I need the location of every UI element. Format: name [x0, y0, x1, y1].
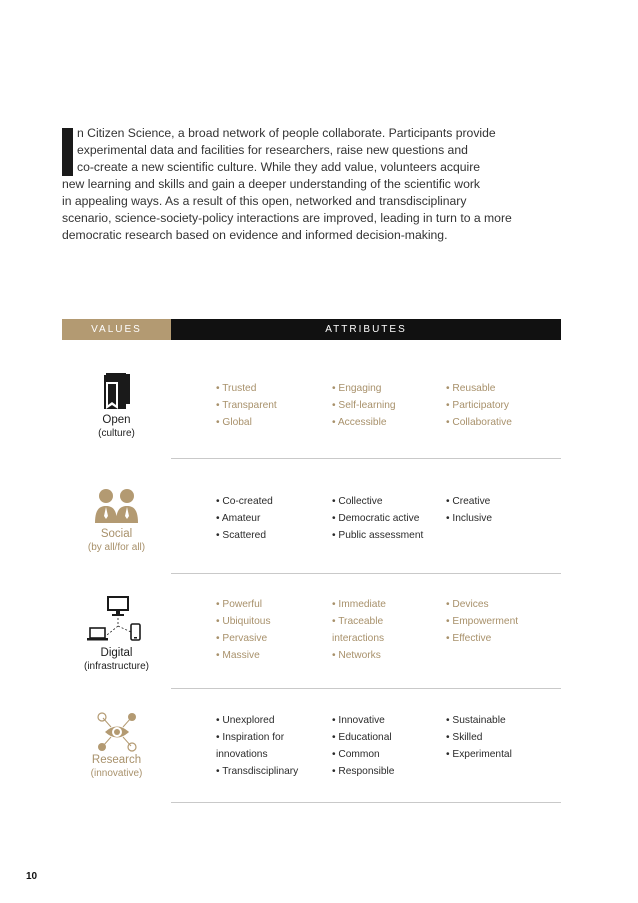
value-name: Digital [100, 647, 133, 659]
attribute-item: • Skilled [446, 732, 483, 743]
attribute-item: • Innovative [332, 715, 385, 726]
attribute-item: • Accessible [332, 417, 387, 428]
attribute-item: • Responsible [332, 766, 395, 777]
value-name: Open [102, 414, 131, 426]
attribute-item: • Educational [332, 732, 392, 743]
value-subtitle: (infrastructure) [83, 661, 149, 672]
value-subtitle: (by all/for all) [87, 542, 146, 553]
value-cell [62, 366, 171, 439]
attribute-item: • Pervasive [216, 633, 268, 644]
attribute-column [332, 712, 447, 780]
attribute-item: • Self-learning [332, 400, 396, 411]
intro-line: in appealing ways. As a result of this open, networked and transdisciplinary [62, 194, 467, 208]
attribute-item: • Ubiquitous [216, 616, 271, 627]
attribute-column [446, 596, 561, 647]
attribute-item: • Transdisciplinary [216, 766, 299, 777]
attribute-column [216, 712, 331, 780]
attribute-item: • Immediate [332, 599, 386, 610]
eye-network-icon [97, 712, 137, 752]
values-header: VALUES [62, 319, 171, 340]
attribute-item: • Empowerment [446, 616, 519, 627]
attribute-column [216, 380, 331, 431]
attribute-item: • Inspiration for [216, 732, 285, 743]
attribute-item: • Transparent [216, 400, 277, 411]
intro-line: co-create a new scientific culture. While they add value, volunteers acquire [77, 160, 481, 174]
value-cell [62, 480, 171, 553]
value-cell [62, 710, 171, 779]
attribute-item: • Unexplored [216, 715, 275, 726]
attribute-item: • Engaging [332, 383, 382, 394]
row-divider [171, 802, 561, 803]
attribute-item: • Global [216, 417, 252, 428]
attribute-item: • Collaborative [446, 417, 512, 428]
intro-line: scenario, science-society-policy interactions are improved, leading in turn to a more [62, 211, 512, 225]
row-divider [171, 458, 561, 459]
attribute-column [216, 493, 331, 544]
attribute-item: • Collective [332, 496, 383, 507]
attribute-column [216, 596, 331, 664]
value-subtitle: (culture) [98, 428, 135, 439]
attribute-item: • Effective [446, 633, 492, 644]
intro-line: new learning and skills and gain a deeper understanding of the scientific work [62, 177, 481, 191]
attribute-item: • Networks [332, 650, 381, 661]
book-icon [102, 372, 132, 412]
attribute-item: • Scattered [216, 530, 267, 541]
attribute-item: • Participatory [446, 400, 510, 411]
intro-line: democratic research based on evidence and informed decision-making. [62, 228, 448, 242]
attribute-column [446, 712, 561, 763]
page-number: 10 [26, 871, 38, 882]
attribute-item: • Democratic active [332, 513, 420, 524]
attribute-column [332, 596, 447, 664]
attribute-item: • Trusted [216, 383, 257, 394]
attribute-item: • Common [332, 749, 380, 760]
attribute-item: • Experimental [446, 749, 512, 760]
attribute-item: • Traceable [332, 616, 384, 627]
attribute-column [446, 493, 561, 527]
attribute-item: • Sustainable [446, 715, 506, 726]
value-cell [62, 593, 171, 672]
value-name: Social [100, 528, 133, 540]
attribute-item: • Co-created [216, 496, 273, 507]
attribute-item: • Public assessment [332, 530, 424, 541]
row-divider [171, 573, 561, 574]
attribute-item: • Creative [446, 496, 491, 507]
attribute-item: • Massive [216, 650, 260, 661]
intro-line: experimental data and facilities for researchers, raise new questions and [77, 143, 468, 157]
attribute-item: interactions [332, 633, 385, 644]
attribute-item: • Inclusive [446, 513, 493, 524]
value-subtitle: (innovative) [90, 768, 143, 779]
attribute-item: • Reusable [446, 383, 496, 394]
devices-icon [87, 595, 147, 645]
attribute-item: • Powerful [216, 599, 263, 610]
people-icon [94, 486, 140, 526]
attribute-column [446, 380, 561, 431]
attribute-column [332, 493, 447, 544]
intro-paragraph [62, 125, 572, 244]
attribute-item: innovations [216, 749, 268, 760]
value-name: Research [91, 754, 142, 766]
attribute-column [332, 380, 447, 431]
attribute-item: • Devices [446, 599, 489, 610]
row-divider [171, 688, 561, 689]
intro-line: n Citizen Science, a broad network of people collaborate. Participants provide [77, 126, 496, 140]
attribute-item: • Amateur [216, 513, 261, 524]
attributes-header: ATTRIBUTES [171, 319, 561, 340]
